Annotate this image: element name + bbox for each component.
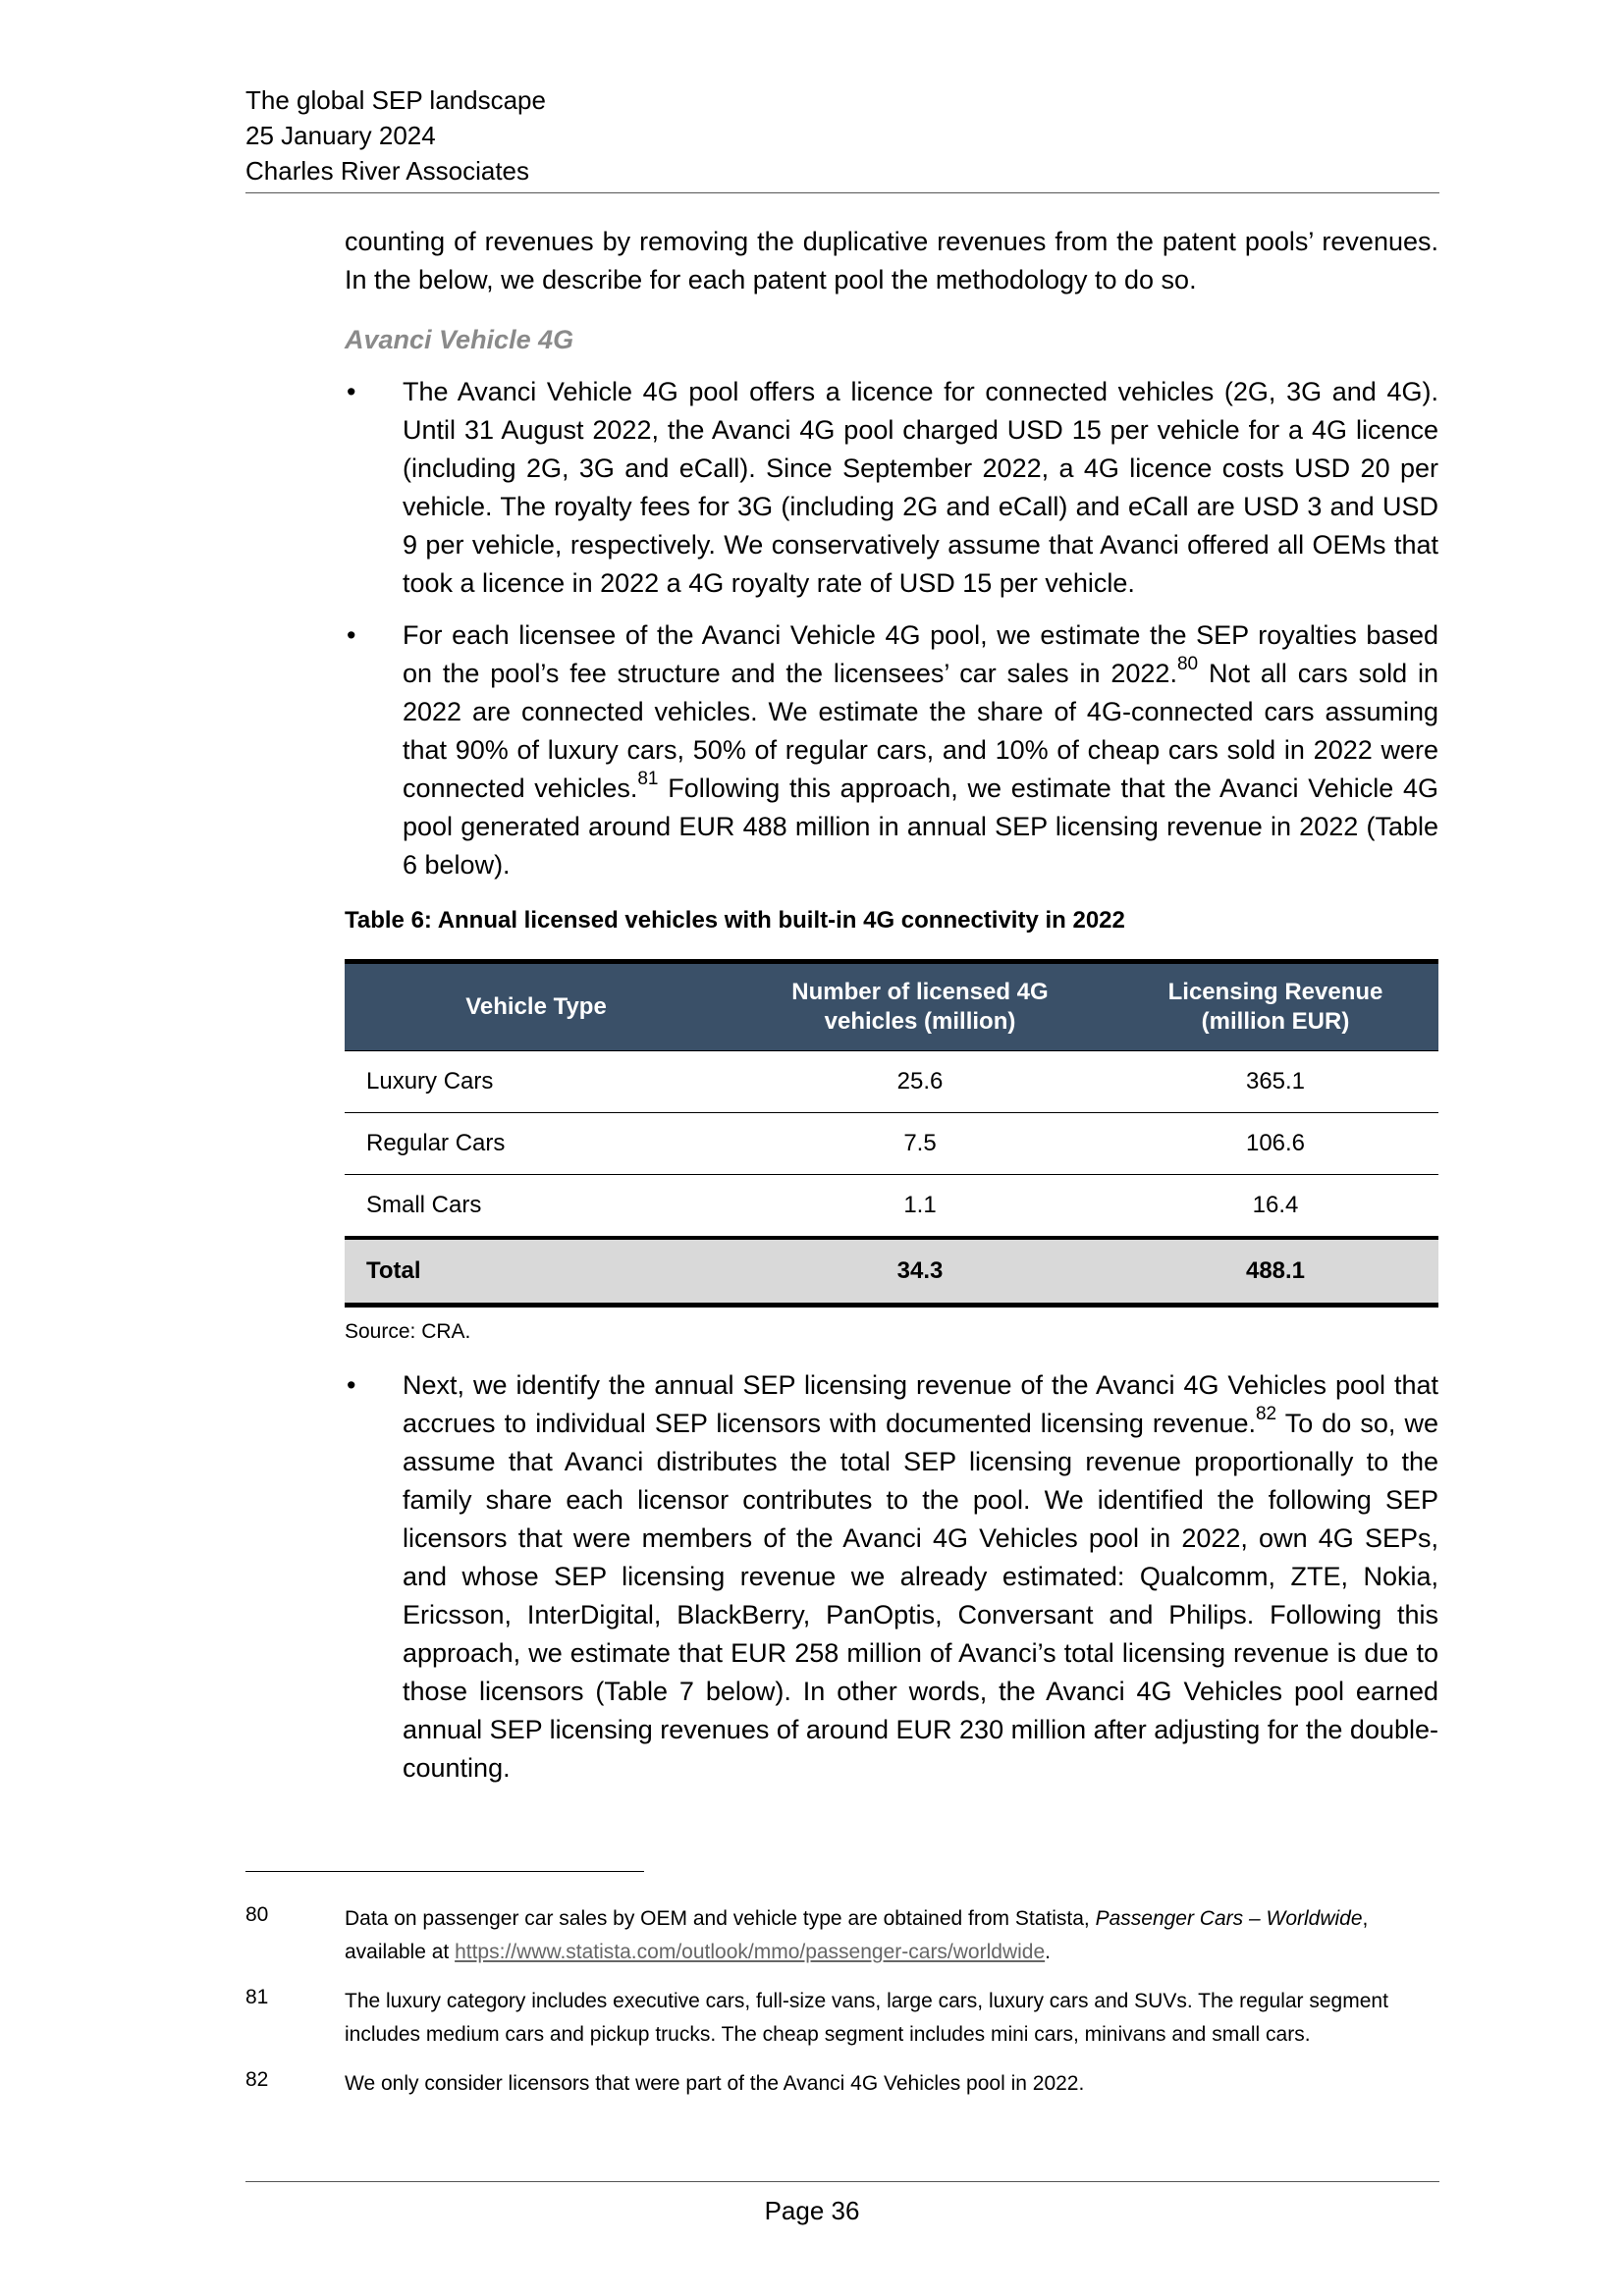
cell-vehicles: 25.6: [728, 1051, 1112, 1113]
bullet-marker: •: [347, 1370, 356, 1400]
footnote-text: The luxury category includes executive cars, full-size vans, large cars, luxury cars and SUVs. The regular segment includes medium cars and pickup trucks. The cheap segment includes mini cars, minivans and small cars.: [345, 1990, 1388, 2046]
header-licensing-revenue: Licensing Revenue (million EUR): [1112, 962, 1438, 1051]
footnote-text: .: [1045, 1941, 1051, 1963]
section-title: Avanci Vehicle 4G: [345, 325, 574, 354]
footnote-text: Data on passenger car sales by OEM and vehicle type are obtained from Statista,: [345, 1907, 1096, 1930]
page-number: Page 36: [764, 2196, 860, 2225]
header-licensed-vehicles: Number of licensed 4G vehicles (million): [728, 962, 1112, 1051]
table-caption: Table 6: Annual licensed vehicles with built-in 4G connectivity in 2022: [345, 907, 1125, 934]
footnote-81: [245, 1985, 1439, 2052]
footnote-ref-80[interactable]: 80: [1176, 654, 1199, 674]
bullet-item-royalty-estimate: [345, 616, 1438, 884]
bullet-text: To do so, we assume that Avanci distributes the total SEP licensing revenue proportionally to the family share each licensor contributes to the pool. We identified the following SEP licensors that were members of the Avanci 4G Vehicles pool in 2022, own 4G SEPs, and whose SEP licensing revenue we already estimated: Qualcomm, ZTE, Nokia, Ericsson, InterDigital, BlackBerry, PanOptis, Conversant and Philips. Following this approach, we estimate that EUR 258 million of Avanci’s total licensing revenue is due to those licensors (Table 7 below). In other words, the Avanci 4G Vehicles pool earned annual SEP licensing revenues of around EUR 230 million after adjusting for the double-counting.: [403, 1409, 1438, 1783]
bullet-text: Not all cars sold in 2022 are connected vehicles. We estimate the share of 4G-connected cars assuming that 90% of luxury cars, 50% of regular cars, and 10% of cheap cars sold in 2022 were connected vehicles.: [403, 659, 1438, 803]
main-content: [345, 223, 1438, 1801]
statista-link[interactable]: https://www.statista.com/outlook/mmo/passenger-cars/worldwide: [455, 1941, 1046, 1963]
table-header-row: [345, 962, 1438, 1051]
footnote-80: [245, 1902, 1439, 1969]
cell-revenue: 106.6: [1112, 1113, 1438, 1175]
bullet-text: Following this approach, we estimate that the Avanci Vehicle 4G pool generated around EUR 488 million in annual SEP licensing revenue in 2022 (Table 6 below).: [403, 774, 1438, 880]
header-date: 25 January 2024: [245, 121, 436, 150]
footnotes: [245, 1902, 1439, 2116]
footnote-ref-81[interactable]: 81: [637, 769, 659, 789]
bullet-text: For each licensee of the Avanci Vehicle 4G pool, we estimate the SEP royalties based on the pool’s fee structure and the licensees’ car sales in 2022.: [403, 620, 1438, 688]
footnote-separator: [245, 1871, 644, 1872]
bullet-item-pool-licence: [345, 373, 1438, 603]
header-organisation: Charles River Associates: [245, 156, 529, 186]
footnote-82: [245, 2067, 1439, 2101]
bullet-item-licensor-share: [345, 1366, 1438, 1788]
footer-separator: [245, 2181, 1439, 2182]
bullet-marker: •: [347, 377, 356, 406]
footnote-source-title: Passenger Cars – Worldwide: [1095, 1907, 1363, 1930]
cell-total-vehicles: 34.3: [728, 1238, 1112, 1306]
bullet-text: The Avanci Vehicle 4G pool offers a licence for connected vehicles (2G, 3G and 4G). Until 31 August 2022, the Avanci 4G pool charged USD 15 per vehicle for a 4G licence (including 2G, 3G and eCall). Since September 2022, a 4G licence costs USD 20 per vehicle. The royalty fees for 3G (including 2G and eCall) and eCall are USD 3 and USD 9 per vehicle, respectively. We conservatively assume that Avanci offered all OEMs that took a licence in 2022 a 4G royalty rate of USD 15 per vehicle.: [403, 377, 1438, 598]
table-total-row: [345, 1238, 1438, 1306]
table-row: [345, 1175, 1438, 1239]
bullet-list-bottom: [345, 1366, 1438, 1788]
cell-vehicles: 1.1: [728, 1175, 1112, 1239]
footnote-number: 80: [245, 1903, 269, 1926]
footnote-text: We only consider licensors that were part of the Avanci 4G Vehicles pool in 2022.: [345, 2072, 1085, 2095]
cell-vehicle-type: Regular Cars: [345, 1113, 728, 1175]
bullet-list-top: [345, 373, 1438, 884]
footnote-number: 82: [245, 2068, 269, 2091]
cell-vehicle-type: Small Cars: [345, 1175, 728, 1239]
header-report-title: The global SEP landscape: [245, 85, 546, 115]
bullet-marker: •: [347, 620, 356, 650]
cell-vehicle-type: Luxury Cars: [345, 1051, 728, 1113]
cell-revenue: 16.4: [1112, 1175, 1438, 1239]
cell-revenue: 365.1: [1112, 1051, 1438, 1113]
footnote-text: , available at: [345, 1907, 1369, 1963]
intro-paragraph: counting of revenues by removing the duplicative revenues from the patent pools’ revenues. In the below, we describe for each patent pool the methodology to do so.: [345, 227, 1438, 294]
header-vehicle-type: Vehicle Type: [345, 962, 728, 1051]
table-source: Source: CRA.: [345, 1320, 471, 1343]
cell-total-revenue: 488.1: [1112, 1238, 1438, 1306]
footnote-ref-82[interactable]: 82: [1255, 1404, 1277, 1424]
cell-vehicles: 7.5: [728, 1113, 1112, 1175]
licensed-vehicles-table: [345, 959, 1438, 1308]
footnote-number: 81: [245, 1986, 269, 2008]
bullet-text: Next, we identify the annual SEP licensing revenue of the Avanci 4G Vehicles pool that accrues to individual SEP licensors with documented licensing revenue.: [403, 1370, 1438, 1438]
table-row: [345, 1113, 1438, 1175]
running-header: [245, 82, 1439, 193]
cell-total-label: Total: [345, 1238, 728, 1306]
table-row: [345, 1051, 1438, 1113]
